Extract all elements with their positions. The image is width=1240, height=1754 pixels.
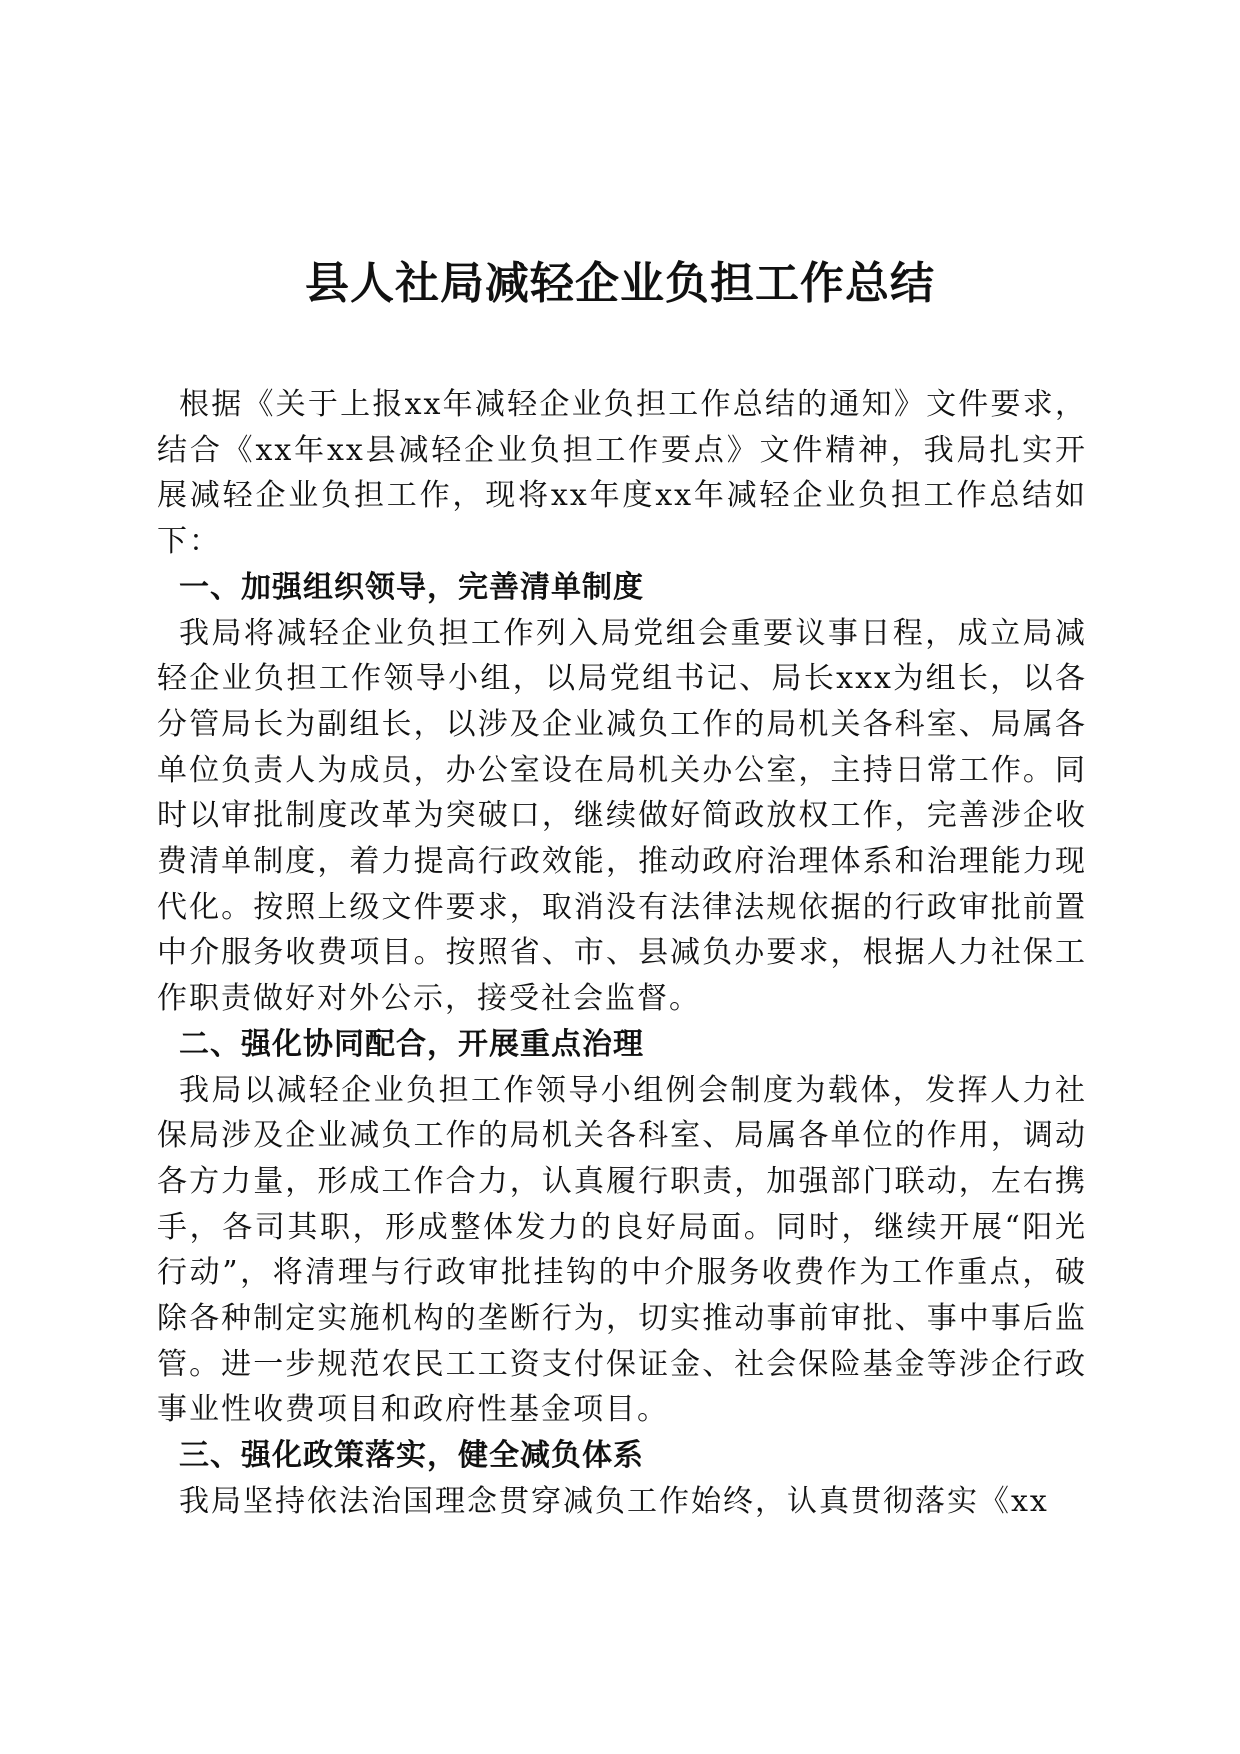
document-body [157, 382, 1087, 1525]
section-heading-1: 一、加强组织领导，完善清单制度 [179, 569, 644, 605]
section-paragraph-1: 我局将减轻企业负担工作列入局党组会重要议事日程，成立局减轻企业负担工作领导小组，以局党组书记、局长xxx为组长，以各分管局长为副组长，以涉及企业减负工作的局机关各科室、局属各单位负责人为成员，办公室设在局机关办公室，主持日常工作。同时以审批制度改革为突破口，继续做好简政放权工作，完善涉企收费清单制度，着力提高行政效能，推动政府治理体系和治理能力现代化。按照上级文件要求，取消没有法律法规依据的行政审批前置中介服务收费项目。按照省、市、县减负办要求，根据人力社保工作职责做好对外公示，接受社会监督。 [157, 615, 1087, 1017]
intro-paragraph: 根据《关于上报xx年减轻企业负担工作总结的通知》文件要求，结合《xx年xx县减轻企业负担工作要点》文件精神，我局扎实开展减轻企业负担工作，现将xx年度xx年减轻企业负担工作总结如下： [157, 387, 1087, 560]
document-title: 县人社局减轻企业负担工作总结 [305, 258, 935, 309]
section-heading-2: 二、强化协同配合，开展重点治理 [179, 1026, 644, 1062]
section-paragraph-3: 我局坚持依法治国理念贯穿减负工作始终，认真贯彻落实《xx [179, 1483, 1049, 1519]
section-heading-3: 三、强化政策落实，健全减负体系 [179, 1438, 644, 1474]
section-paragraph-2: 我局以减轻企业负担工作领导小组例会制度为载体，发挥人力社保局涉及企业减负工作的局机关各科室、局属各单位的作用，调动各方力量，形成工作合力，认真履行职责，加强部门联动，左右携手，各司其职，形成整体发力的良好局面。同时，继续开展“阳光行动”，将清理与行政审批挂钩的中介服务收费作为工作重点，破除各种制定实施机构的垄断行为，切实推动事前审批、事中事后监管。进一步规范农民工工资支付保证金、社会保险基金等涉企行政事业性收费项目和政府性基金项目。 [157, 1072, 1087, 1428]
